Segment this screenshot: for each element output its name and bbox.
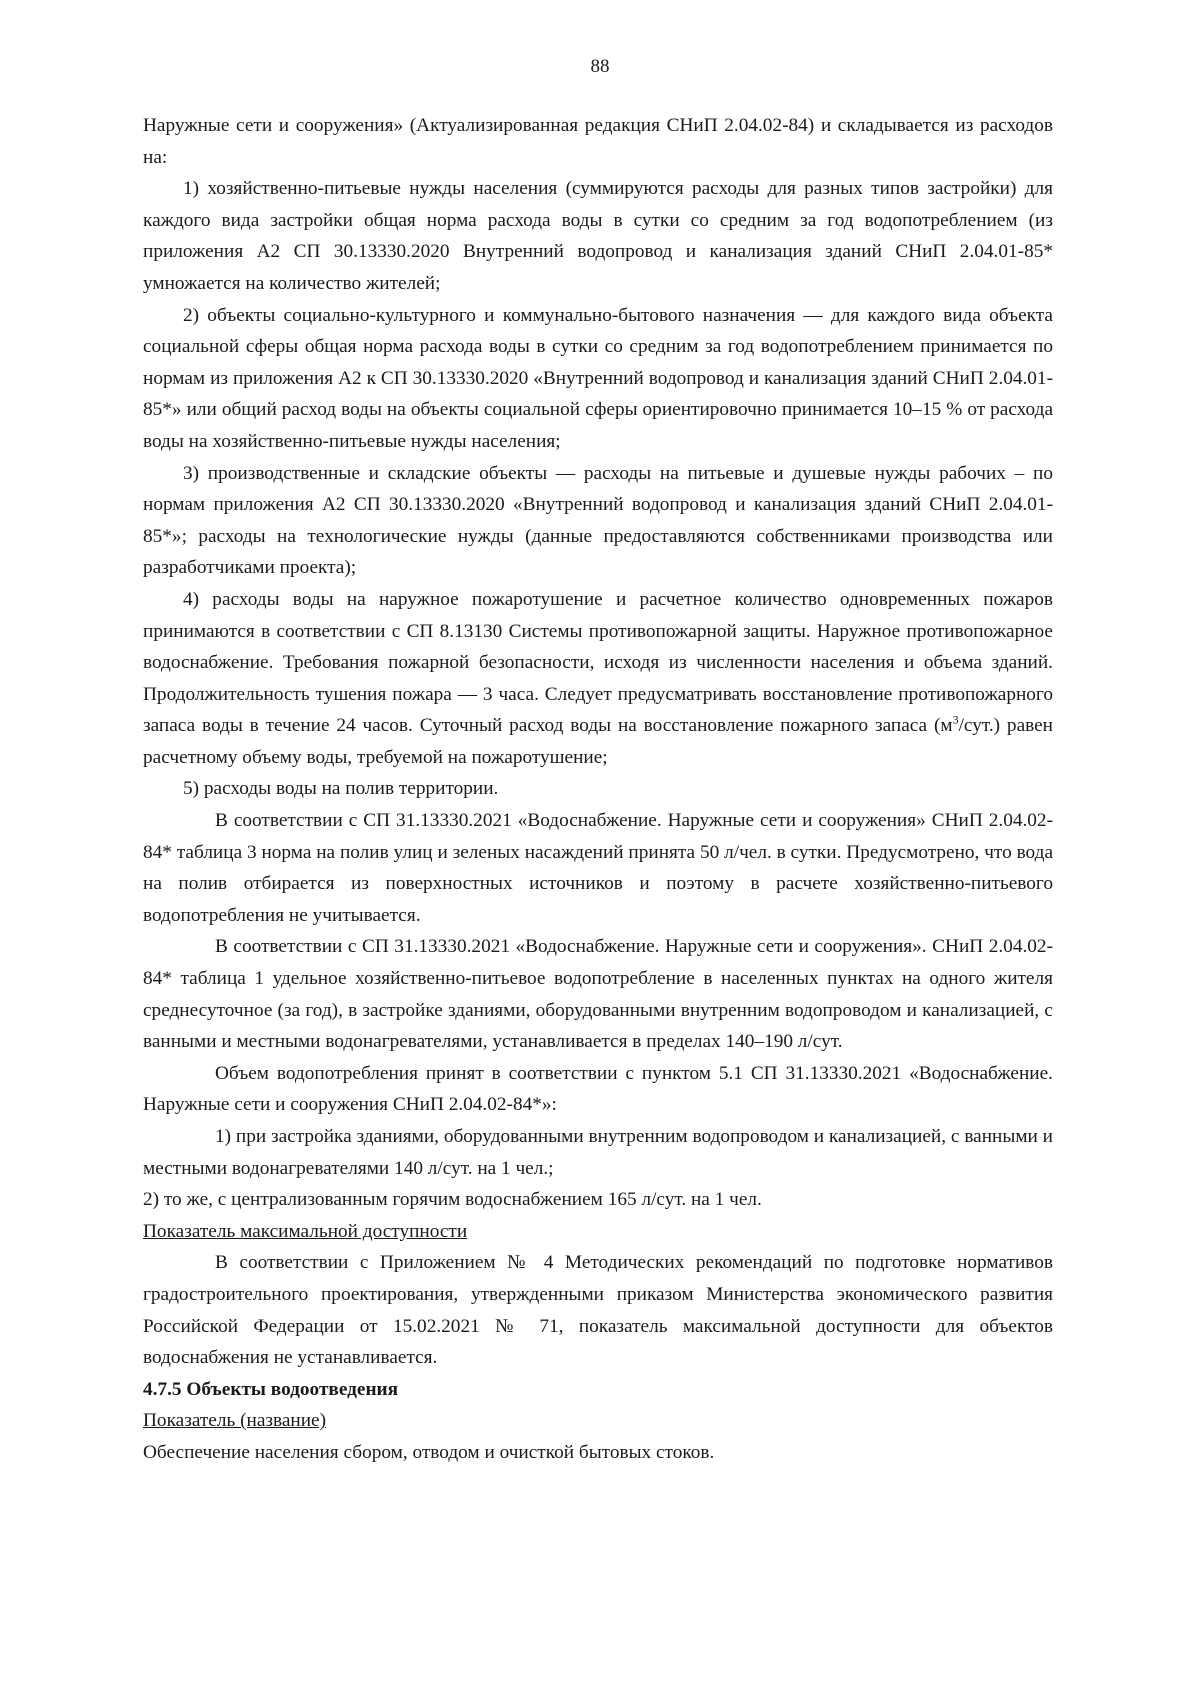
list-item-watering: 5) расходы воды на полив территории. (183, 778, 499, 800)
cubic-superscript: 3 (952, 712, 959, 727)
paragraph-max-accessibility: В соответствии с Приложением № 4 Методических рекомендаций по подготовке нормативов градостроительного проектирования, утвержденными приказом Министерства экономического развития Российской Федерации от 15.02.2021 № 71, показатель максимальной доступности для объектов водоснабжения не устанавливается. (143, 1252, 1053, 1369)
paragraph-intro: Наружные сети и сооружения» (Актуализированная редакция СНиП 2.04.02-84) и складывается из расходов на: (143, 115, 1053, 168)
paragraph-indicator-description: Обеспечение населения сбором, отводом и очисткой бытовых стоков. (143, 1441, 715, 1463)
document-body (143, 110, 1053, 1469)
subheading-indicator-name: Показатель (название) (143, 1410, 327, 1432)
subheading-max-accessibility: Показатель максимальной доступности (143, 1220, 468, 1242)
list-item-central-hot-water: 2) то же, с централизованным горячим водоснабжением 165 л/сут. на 1 чел. (143, 1189, 762, 1211)
paragraph-watering-norm: В соответствии с СП 31.13330.2021 «Водоснабжение. Наружные сети и сооружения» СНиП 2.04.02-84* таблица 3 норма на полив улиц и зеленых насаждений принята 50 л/чел. в сутки. Предусмотрено, что вода на полив отбирается из поверхностных источников и поэтому в расчете хозяйственно-питьевого водопотребления не учитывается. (143, 810, 1053, 926)
fire-fighting-text-start: 4) расходы воды на наружное пожаротушение и расчетное количество одновременных пожаров принимаются в соответствии с СП 8.13130 Системы противопожарной защиты. Наружное противопожарное водоснабжение. Требования пожарной безопасности, исходя из численности населения и объема зданий. Продолжительность тушения пожара — 3 часа. Следует предусматривать восстановление противопожарного запаса воды в течение 24 часов. Суточный расход воды на восстановление пожарного запаса (м (143, 588, 1053, 737)
paragraph-consumption-volume: Объем водопотребления принят в соответствии с пунктом 5.1 СП 31.13330.2021 «Водоснабжение. Наружные сети и сооружения СНиП 2.04.02-84*»: (143, 1062, 1053, 1116)
section-heading: 4.7.5 Объекты водоотведения (143, 1378, 399, 1400)
page-number: 88 (590, 56, 610, 77)
list-item-buildings-with-heaters: 1) при застройка зданиями, оборудованными внутренним водопроводом и канализацией, с ванными и местными водонагревателями 140 л/сут. на 1 чел.; (143, 1126, 1053, 1179)
list-item-fire-fighting (143, 584, 1053, 774)
list-item-social-objects: 2) объекты социально-культурного и коммунально-бытового назначения — для каждого вида объекта социальной сферы общая норма расхода воды в сутки со средним за год водопотреблением принимается по нормам из приложения А2 к СП 30.13330.2020 «Внутренний водопровод и канализация зданий СНиП 2.04.01-85*» или общий расход воды на объекты социальной сферы ориентировочно принимается 10–15 % от расхода воды на хозяйственно-питьевые нужды населения; (143, 304, 1053, 452)
fire-fighting-text-end: /сут.) равен расчетному объему воды, требуемой на пожаротушение; (143, 715, 1053, 768)
paragraph-specific-consumption: В соответствии с СП 31.13330.2021 «Водоснабжение. Наружные сети и сооружения». СНиП 2.04.02-84* таблица 1 удельное хозяйственно-питьевое водопотребление в населенных пунктах на одного жителя среднесуточное (за год), в застройке зданиями, оборудованными внутренним водопроводом и канализацией, с ванными и местными водонагревателями, устанавливается в пределах 140–190 л/сут. (143, 936, 1053, 1053)
list-item-household-needs: 1) хозяйственно-питьевые нужды населения (суммируются расходы для разных типов застройки) для каждого вида застройки общая норма расхода воды в сутки со средним за год водопотреблением (из приложения А2 СП 30.13330.2020 Внутренний водопровод и канализация зданий СНиП 2.04.01-85* умножается на количество жителей; (143, 178, 1053, 294)
list-item-industrial-objects: 3) производственные и складские объекты — расходы на питьевые и душевые нужды рабочих – по нормам приложения А2 СП 30.13330.2020 «Внутренний водопровод и канализация зданий СНиП 2.04.01-85*»; расходы на технологические нужды (данные предоставляются собственниками производства или разработчиками проекта); (143, 462, 1053, 579)
